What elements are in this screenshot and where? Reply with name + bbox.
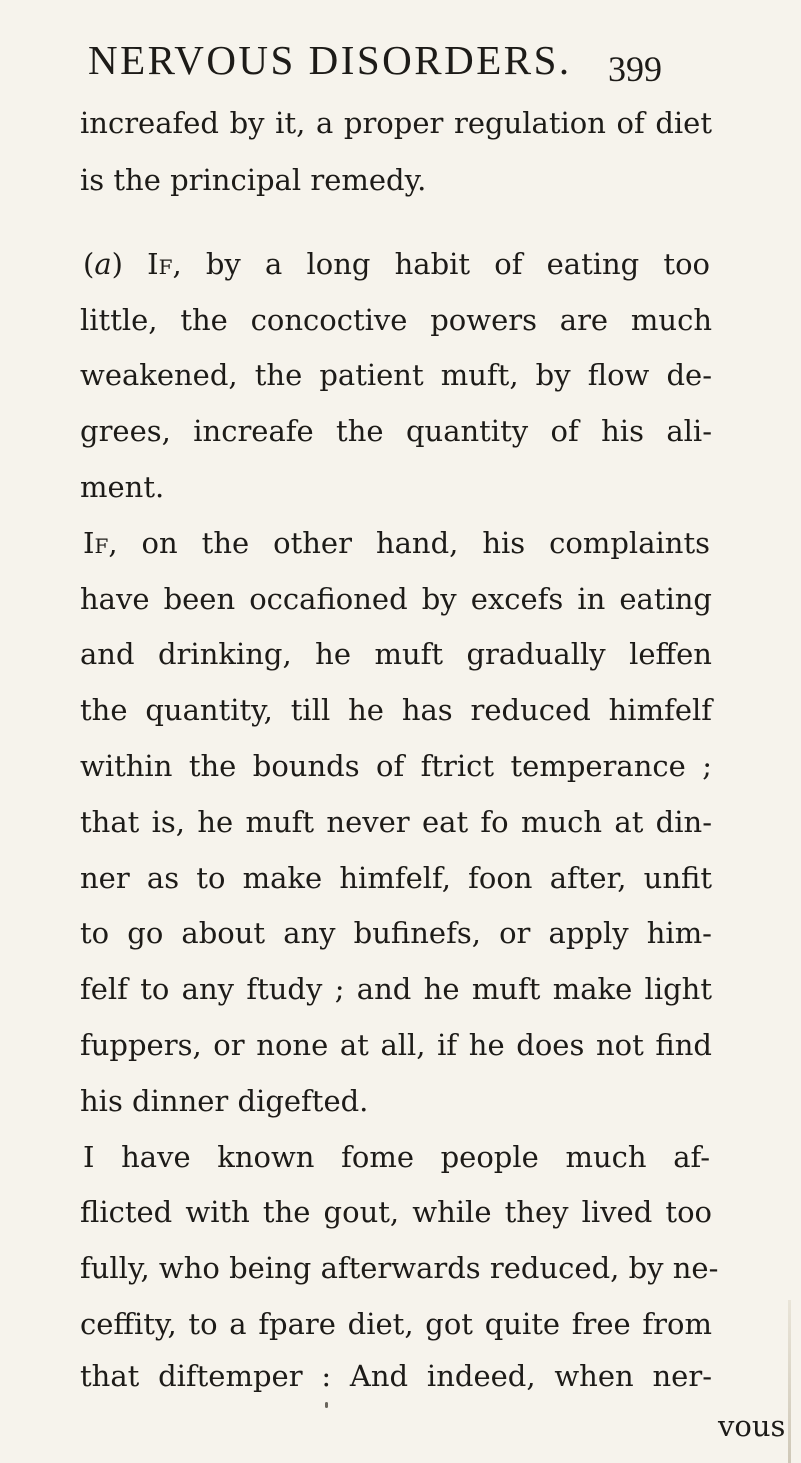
text-line: to go about any bufinefs, or apply him- <box>80 916 712 950</box>
text-line: little, the concoctive powers are much <box>80 303 712 337</box>
text-line: fully, who being afterwards reduced, by ne- <box>80 1251 719 1285</box>
text-line: felf to any ftudy ; and he muft make light <box>80 972 712 1006</box>
text-line: grees, increafe the quantity of his ali- <box>80 414 712 448</box>
running-head <box>88 36 688 96</box>
text-line: flicted with the gout, while they lived too <box>80 1195 712 1229</box>
small-caps-opening: If <box>83 526 109 560</box>
text-line: within the bounds of ftrict temperance ; <box>80 749 712 783</box>
text-line: increafed by it, a proper regulation of diet <box>80 106 712 140</box>
text-line: the quantity, till he has reduced himfelf <box>80 693 712 727</box>
small-caps-opening: If <box>147 247 173 281</box>
page-number: 399 <box>608 49 662 89</box>
paragraph-marker: (a) <box>83 247 148 281</box>
text-line: his dinner digefted. <box>80 1084 369 1118</box>
text-line: is the principal remedy. <box>80 163 427 197</box>
text-line: and drinking, he muft gradually leffen <box>80 637 712 671</box>
text-line: ner as to make himfelf, foon after, unfit <box>80 861 712 895</box>
text-line: fuppers, or none at all, if he does not find <box>80 1028 712 1062</box>
ink-speck <box>325 1402 328 1408</box>
paragraph-a-first-line: (a) If, by a long habit of eating too <box>83 247 710 281</box>
text-line: have been occafioned by excefs in eating <box>80 582 712 616</box>
paragraph-first-line: I have known fome people much af- <box>83 1140 710 1174</box>
text-line: ceffity, to a fpare diet, got quite free from <box>80 1307 712 1341</box>
text-line: ment. <box>80 470 165 504</box>
text-line: that is, he muft never eat fo much at din- <box>80 805 712 839</box>
catchword: vous <box>718 1409 786 1443</box>
text-line: weakened, the patient muft, by flow de- <box>80 358 712 392</box>
running-title: NERVOUS DISORDERS. <box>88 37 572 83</box>
paragraph-first-line: If, on the other hand, his complaints <box>83 526 710 560</box>
text-line: that diftemper : And indeed, when ner- <box>80 1359 712 1393</box>
page-edge-shadow <box>788 1300 791 1463</box>
